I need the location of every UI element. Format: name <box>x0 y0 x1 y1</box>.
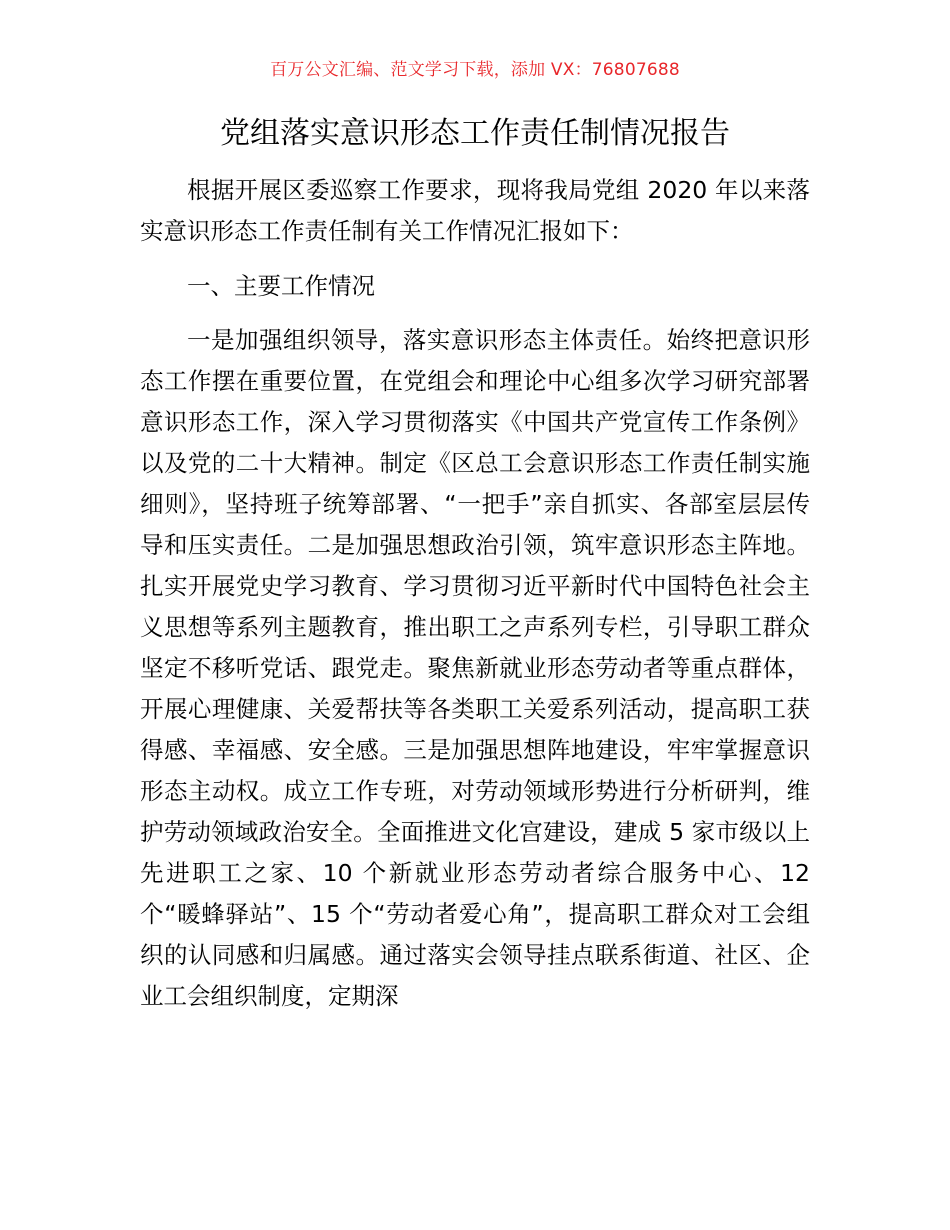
intro-paragraph-block <box>140 170 810 252</box>
section-heading: 一、主要工作情况 <box>187 272 375 300</box>
section-heading-block <box>140 266 810 307</box>
main-paragraph-block <box>140 320 810 1017</box>
watermark-header-note: 百万公文汇编、范文学习下载，添加 VX：76807688 <box>270 60 680 80</box>
main-paragraph: 一是加强组织领导，落实意识形态主体责任。始终把意识形态工作摆在重要位置，在党组会和理论中心组多次学习研究部署意识形态工作，深入学习贯彻落实《中国共产党宣传工作条例》以及党的二十大精神。制定《区总工会意识形态工作责任制实施细则》，坚持班子统筹部署、“一把手”亲自抓实、各部室层层传导和压实责任。二是加强思想政治引领，筑牢意识形态主阵地。扎实开展党史学习教育、学习贯彻习近平新时代中国特色社会主义思想等系列主题教育，推出职工之声系列专栏，引导职工群众坚定不移听党话、跟党走。聚焦新就业形态劳动者等重点群体，开展心理健康、关爱帮扶等各类职工关爱系列活动，提高职工获得感、幸福感、安全感。三是加强思想阵地建设，牢牢掌握意识形态主动权。成立工作专班，对劳动领域形势进行分析研判，维护劳动领域政治安全。全面推进文化宫建设，建成 5 家市级以上先进职工之家、10 个新就业形态劳动者综合服务中心、12 个“暖蜂驿站”、15 个“劳动者爱心角”，提高职工群众对工会组织的认同感和归属感。通过落实会领导挂点联系街道、社区、企业工会组织制度，定期深 <box>140 326 810 1010</box>
document-title: 党组落实意识形态工作责任制情况报告 <box>220 116 730 151</box>
intro-paragraph: 根据开展区委巡察工作要求，现将我局党组 2020 年以来落实意识形态工作责任制有关工作情况汇报如下： <box>140 176 810 245</box>
